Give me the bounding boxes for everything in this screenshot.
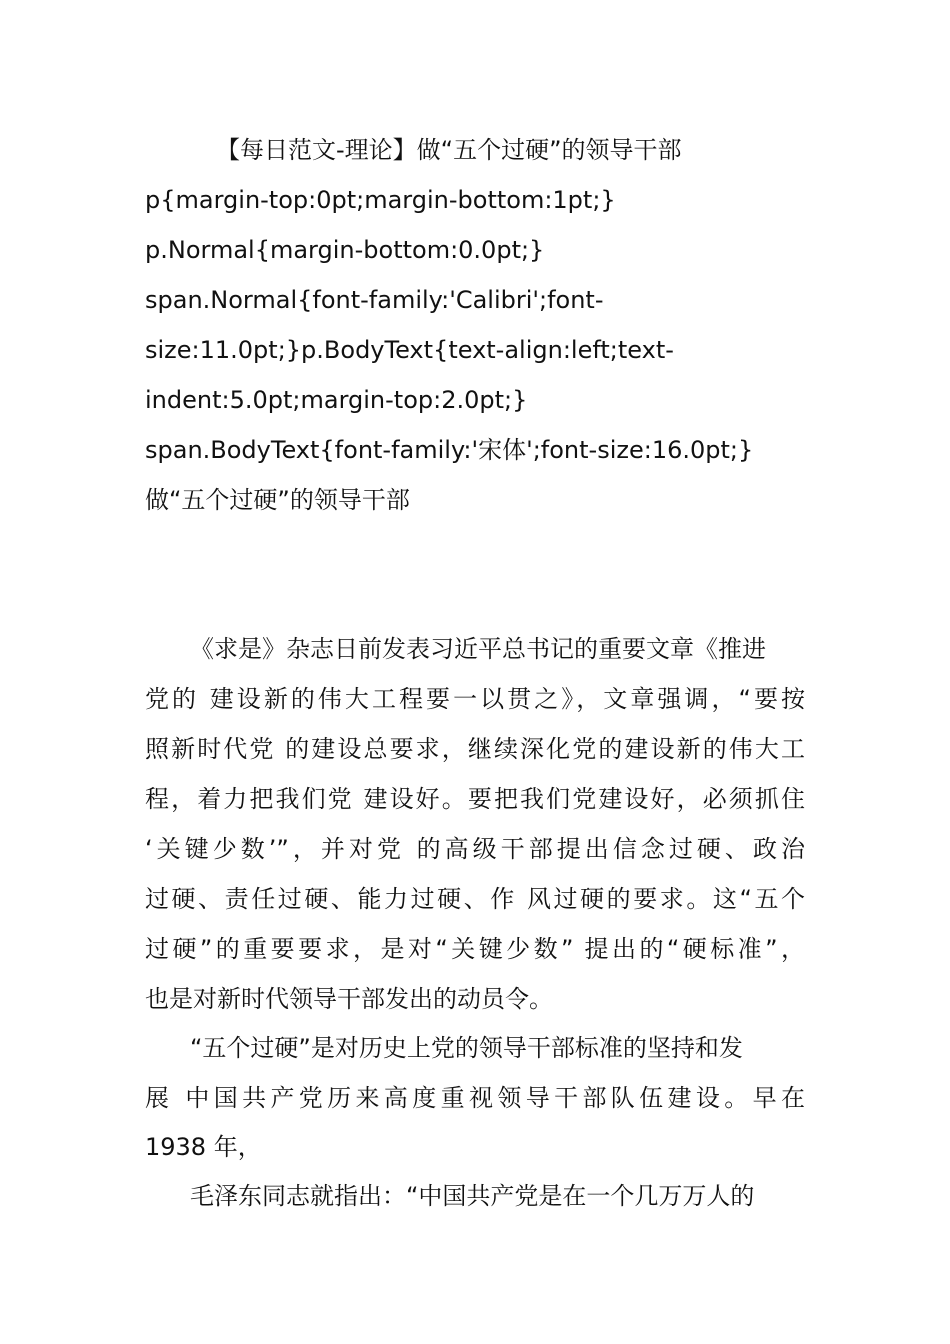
code-line: indent:5.0pt;margin-top:2.0pt;} [145,386,528,414]
body-line: 党的 建设新的伟大工程要一以贯之》，文章强调，“要按 [145,685,805,713]
body-line: 毛泽东同志就指出：“中国共产党是在一个几万万人的 [190,1182,755,1210]
body-line: 1938 年， [145,1133,262,1161]
code-line: p{margin-top:0pt;margin-bottom:1pt;} [145,186,616,214]
code-line: span.Normal{font-family:'Calibri';font- [145,286,604,314]
body-line: 展 中国共产党历来高度重视领导干部队伍建设。早在 [145,1084,805,1112]
body-line: 过硬”的重要要求，是对“关键少数” 提出的“硬标准”， [145,935,805,963]
body-line: “五个过硬”是对历史上党的领导干部标准的坚持和发 [190,1034,743,1062]
body-line: 过硬、责任过硬、能力过硬、作 风过硬的要求。这“五个 [145,885,805,913]
document-subtitle: 做“五个过硬”的领导干部 [145,486,410,514]
body-line: 照新时代党 的建设总要求，继续深化党的建设新的伟大工 [145,735,805,763]
code-line: size:11.0pt;}p.BodyText{text-align:left;text- [145,336,674,364]
body-line: 《求是》杂志日前发表习近平总书记的重要文章《推进 [190,635,766,663]
code-line: p.Normal{margin-bottom:0.0pt;} [145,236,545,264]
code-line: span.BodyText{font-family:'宋体';font-size:16.0pt;} [145,436,754,464]
document-title: 【每日范文-理论】做“五个过硬”的领导干部 [216,136,682,164]
body-line: 程，着力把我们党 建设好。要把我们党建设好，必须抓住 [145,785,805,813]
body-line: ‘关键少数’”，并对党 的高级干部提出信念过硬、政治 [145,835,805,863]
body-line: 也是对新时代领导干部发出的动员令。 [145,985,553,1013]
